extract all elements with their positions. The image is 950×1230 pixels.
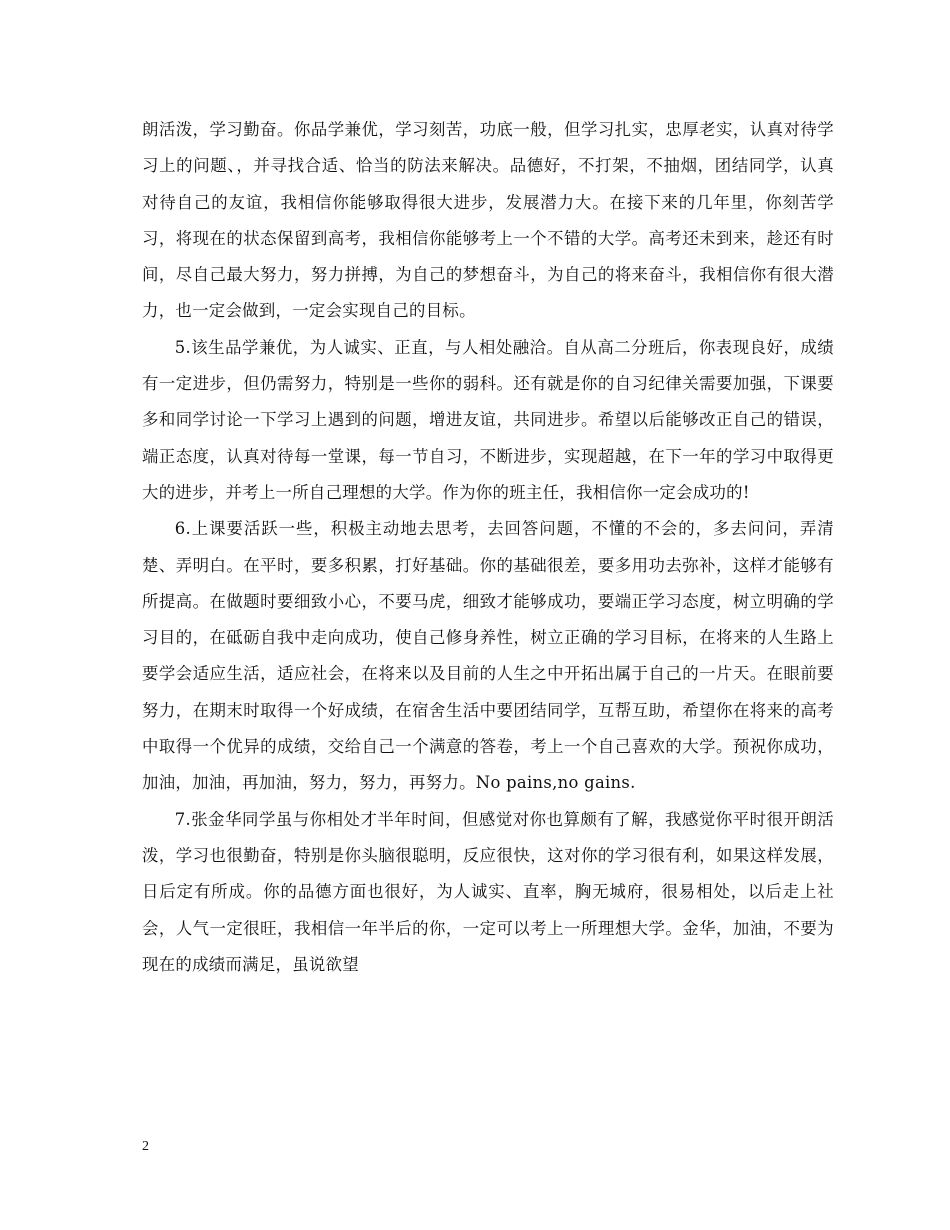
paragraph-continuation: 朗活泼，学习勤奋。你品学兼优，学习刻苦，功底一般，但学习扎实，忠厚老实，认真对待学习上的问题、，并寻找合适、恰当的防法来解决。品德好，不打架，不抽烟，团结同学，认真对待自己的友谊，我相信你能够取得很大进步，发展潜力大。在接下来的几年里，你刻苦学习，将现在的状态保留到高考，我相信你能够考上一个不错的大学。高考还未到来，趁还有时间，尽自己最大努力，努力拼搏，为自己的梦想奋斗，为自己的将来奋斗，我相信你有很大潜力，也一定会做到，一定会实现自己的目标。 <box>142 120 834 321</box>
paragraph-item-6: 6.上课要活跃一些，积极主动地去思考，去回答问题，不懂的不会的，多去问问，弄清楚、弄明白。在平时，要多积累，打好基础。你的基础很差，要多用功去弥补，这样才能够有所提高。在做题时要细致小心，不要马虎，细致才能够成功，要端正学习态度，树立明确的学习目的，在砥砺自我中走向成功，使自己修身养性，树立正确的学习目标，在将来的人生路上要学会适应生活，适应社会，在将来以及目前的人生之中开拓出属于自己的一片天。在眼前要努力，在期末时取得一个好成绩，在宿舍生活中要团结同学，互帮互助，希望你在将来的高考中取得一个优异的成绩，交给自己一个满意的答卷，考上一个自己喜欢的大学。预祝你成功，加油，加油，再加油，努力，努力，再努力。No pains,no gains. <box>142 519 834 793</box>
paragraph-item-5: 5.该生品学兼优，为人诚实、正直，与人相处融洽。自从高二分班后，你表现良好，成绩有一定进步，但仍需努力，特别是一些你的弱科。还有就是你的自习纪律关需要加强，下课要多和同学讨论一下学习上遇到的问题，增进友谊，共同进步。希望以后能够改正自己的错误，端正态度，认真对待每一堂课，每一节自习，不断进步，实现超越，在下一年的学习中取得更大的进步，并考上一所自己理想的大学。作为你的班主任，我相信你一定会成功的! <box>142 337 834 502</box>
document-body <box>142 112 834 983</box>
paragraph-item-7: 7.张金华同学虽与你相处才半年时间，但感觉对你也算颇有了解，我感觉你平时很开朗活泼，学习也很勤奋，特别是你头脑很聪明，反应很快，这对你的学习很有利，如果这样发展，日后定有所成。你的品德方面也很好，为人诚实、直率，胸无城府，很易相处，以后走上社会，人气一定很旺，我相信一年半后的你，一定可以考上一所理想大学。金华，加油，不要为现在的成绩而满足，虽说欲望 <box>142 809 834 974</box>
page-number: 2 <box>142 1139 149 1154</box>
